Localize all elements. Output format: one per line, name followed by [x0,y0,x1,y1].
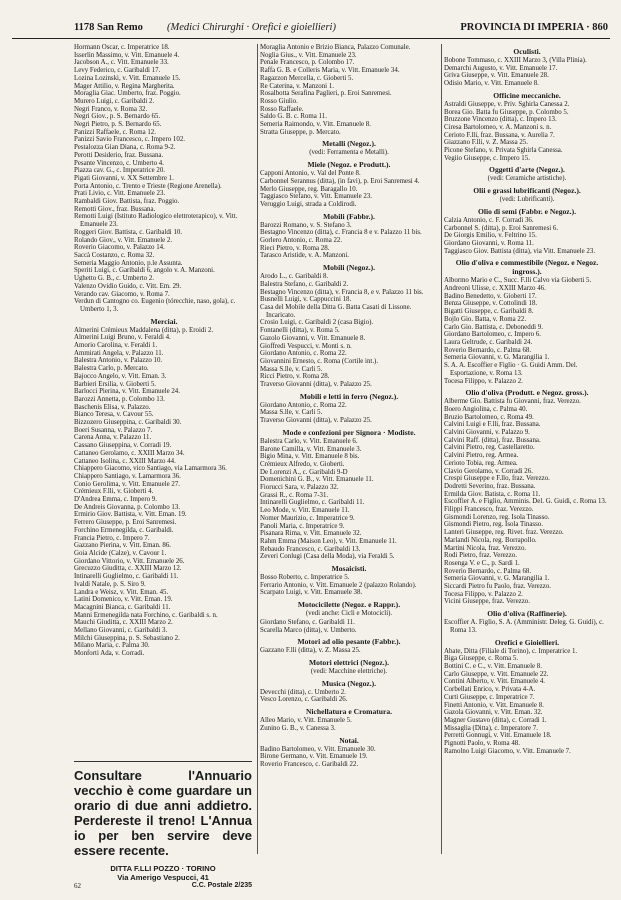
list-item: Missaglia (Ditta), c. Imperatore 7. [444,724,538,732]
list-item: Balestra Stefano, c. Garibaldi 2. [260,280,349,288]
list-item: Casa del Mobile della Ditta G. Batta Casati di Lissone. Incaricato. [260,303,412,319]
list-item: Lanteri Giuseppe, reg. Rivet. fraz. Verezzo. [444,529,564,537]
list-item: Balestra Carlo, p. Mercato. [74,365,149,373]
list-item: Bigio Mina, v. Vitt. Emanuele 8 bis. [260,453,360,461]
list-item: Saldo G. B. c. Roma 11. [260,113,327,121]
list-musica [260,689,438,704]
list-item: Arodo L., c. Garibaldi 8. [260,273,329,281]
list-item: Cassano Giuseppina, v. Corradi 19. [74,442,172,450]
list-item: Rosso Giulio. [260,97,298,105]
list-item: Capponi Antonio, v. Val del Ponte 8. [260,170,361,178]
list-doctors [74,44,254,314]
list-item: Bottini C. e C., v. Vitt. Emanuele 8. [444,663,542,670]
list-item: Piazza cav. G., c. Imperatrice 20. [74,167,165,175]
list-item: De Giorgis Emilio, v. Feltrino 15. [444,232,537,240]
heading-mobili-negoz: Mobili (Negoz.). [322,263,376,273]
list-item: Goia Alcide (Calze), v. Cavour 1. [74,550,167,557]
list-item: Carbonnel Serannus (ditta), (in favi), p. Eroi Sanremesi 4. [260,177,420,185]
list-item: Zeveri Conlugi (Casa della Moda), via Feraldi 5. [260,553,395,561]
list-item: Semeria Giovanni, v. G. Marangilia 1. [444,354,550,362]
list-item: Negri Giov., p. S. Bernardo 65. [74,113,161,121]
list-item: Milano Maria, c. Palma 30. [74,642,150,650]
list-item: Forchino Ermenegilda, c. Garibaldi. [74,526,174,534]
list-item: Busnelli Luigi, v. Cappuccini 18. [260,296,352,304]
list-item: Moraglia Antonio e Brizio Bianca, Palazzo Comunale. [260,44,411,51]
list-item: Calvini Pietro, reg. Armea. [444,452,519,460]
list-item: Re Caterina, v. Manzoni 1. [260,82,334,90]
list-item: Rosso Raffaele. [260,105,304,113]
list-item: Tocesa Filippo, v. Palazzo 2. [444,590,523,598]
list-item: Jacobson A., c. Vitt. Emanuele 33. [74,59,169,67]
column-1 [74,44,254,658]
list-item: Verdun di Cantogno co. Eugenio (tórecchie, naso, gola), c. Umberto 1, 3. [74,298,236,313]
list-item: Bestagno Vincenzo (ditta), v. Francia 8, e v. Palazzo 11 bis. [260,288,424,296]
list-item: Crémieux Alfredo, v. Gioberti. [260,460,345,468]
list-item: Gorlero Antonio, c. Roma 22. [260,237,343,245]
list-item: Astraldi Giuseppe, v. Priv. Sghirla Canessa 2. [444,100,570,108]
list-officine [444,101,610,163]
advert-address: Via Amerigo Vespucci, 41 [117,873,209,882]
list-item: Balestra Carlo, v. Vitt. Emanuele 6. [260,437,358,445]
list-item: Almerini Luigi Bruno, v. Feraldi 4. [74,334,171,342]
list-item: S. A. A. Escoffier e Figlio · G. Guidi Amm. Del. Esportazione, v. Roma 13. [444,362,578,377]
list-item: Bigatti Giuseppe, c. Garibaldi 8. [444,308,534,316]
list-item: Valenzo Ovidio Guido, c. Vitt. Em. 29. [74,282,182,290]
list-item: Hormann Oscar, c. Imperatrice 18. [74,44,170,51]
list-item: Rieci Pietro, v. Roma 28. [260,244,330,252]
list-item: Ragazzon Mercella, c. Gioberti 5. [260,74,354,82]
list-item: Veruggio Luigi, strada a Coldirodi. [260,200,357,208]
heading-officine: Officine meccaniche. [493,90,561,100]
list-item: Ciresa Bartolomeo, v. A. Manzoni s. n. [444,123,552,131]
list-item: Calvini Raff. (ditta), fraz. Bussana. [444,436,541,444]
list-item: Gismondi Lorenzo, reg. Isola Tinasso. [444,513,550,521]
list-item: Vegiio Giuseppe, c. Impero 15. [444,154,530,162]
page-number: 1178 [74,22,95,33]
list-item: De Lorenzi A., c. Garibaldi 9-D [260,468,348,476]
list-item: Rosalbotta Serafina Paglieri, p. Eroi Sanremesi. [260,90,392,98]
list-item: Cattaneo Gerolamo, c. XXIII Marzo 34. [74,449,185,457]
list-item: Rahm Emma (Maison Leo), v. Vitt. Emanuele 11. [260,537,397,545]
list-item: Roggeri Giov. Battista, c. Garibaldi 10. [74,228,183,236]
list-item: Ivaldi Natale, p. S. Siro 9. [74,580,146,588]
column-divider [441,44,442,854]
list-item: Bianco Teresa, v. Cavour 55. [74,411,154,419]
list-item: Barlocci Pierina, v. Vitt. Emanuele 24. [74,388,180,396]
list-item: Benza Giuseppe, v. Cottolindi 18. [444,300,538,308]
directory-page [12,20,610,892]
list-item: Giordano Antonio, c. Roma 22. [260,350,347,358]
list-item: Devecchi (ditta), c. Umberto 2. [260,688,346,696]
city-name: San Remo [97,22,143,33]
list-item: Speriti Luigi, c. Garibaldi 6, angolo v. A. Manzoni. [74,267,215,275]
list-item: Alleo Mario, v. Vitt. Emanuele 5. [260,717,352,725]
list-item: Curti Giuseppe, c. Imperatrice 7. [444,693,535,701]
list-item: Calzia Antonio, c. F. Corradi 36. [444,216,534,224]
list-item: Panoli Maria, c. Imperatrice 9. [260,522,345,530]
list-item: Isserlin Massimo, v. Vitt. Emanuele 4. [74,51,180,59]
list-item: Boero Angiolina, c. Palma 40. [444,405,528,413]
list-item: Mauchi Giuditta, c. XXIII Marzo 2. [74,619,173,627]
heading-olii-grassi: Olii e grassi lubrificanti (Negoz.). [473,186,581,196]
list-item: Massa S.lle, v. Carli 5. [260,409,323,417]
list-item: Levy Federico, c. Garibaldi 17. [74,67,161,75]
list-mosaicisti [260,574,438,597]
list-item: Abate, Ditta (Filiale di Torino), c. Imperatrice 1. [444,647,578,655]
list-item: Gioffredi Vespucci, v. Monti s. n. [260,342,352,350]
list-item: Gazola Giovanni, v. Vitt. Eman. 32. [444,709,543,717]
list-item: Negri Franco, v. Roma 32. [74,105,148,113]
list-item: Escoffier A. Figlio, S. A. (Amministr. Deleg. G. Guidi), c. Roma 13. [444,619,604,634]
note-motori-elettrici: (vedi: Macchine elettriche). [310,668,388,675]
heading-orefici: Orefici e Gioiellieri. [494,637,560,647]
list-item: Rebaudo Francesco, c. Garibaldi 13. [260,545,361,553]
list-item: Laura Geltrude, c. Garibaldi 24. [444,338,533,346]
heading-oggetti-arte: Oggetti d'arte (Negoz.). [489,165,565,175]
list-item: Nomer Maurizio, c. Imperatrice 9. [260,514,355,522]
list-item: Carbonnel S. (ditta), p. Eroi Sanremesi 6. [444,224,559,232]
list-item: Crosio Luigi, c. Garibaldi 2 (casa Bigio). [260,319,374,327]
list-item: Escoffier A. e Figlio, Amminis. Del. G. Guidi, c. Roma 13. [444,498,607,506]
page-code: · 860 [586,22,608,33]
heading-merciai: Merciai. [150,316,178,326]
list-item: Albormo Mario e C., Succ. F.lli Calvo via Gioberti 5. [444,277,592,285]
list-item: Macagnini Bianca, c. Garibaldi 11. [74,603,171,611]
list-item: Moraglia Giac. Umberto, fraz. Poggio. [74,90,181,98]
list-item: Merlo Giuseppe, reg. Baragallo 10. [260,185,358,193]
heading-notai: Notai. [339,735,359,745]
list-nichellatura [260,717,438,732]
list-item: Barone Camilla, v. Vitt. Emanuele 3. [260,445,362,453]
list-item: Dodretti Severino, fraz. Bussana. [444,482,536,490]
list-item: Traverso Giovanni (ditta), v. Palazzo 25. [260,417,372,425]
list-item: Monforti Ada, v. Corradi. [74,650,145,658]
list-item: D'Andrea Emma, c. Impero 9. [74,496,157,504]
list-miele [260,170,438,209]
list-item: Tarasco Aristide, v. A. Manzoni. [260,252,350,260]
list-item: Mellano Giovanni, c. Garibaldi 3. [74,627,168,635]
header-left [74,22,143,33]
list-item: Scarella Marco (ditta), v. Umberto. [260,626,357,634]
list-item: Remotti Luigi (Istituto Radiologico elettroterapico), v. Vitt. Emanuele 23. [74,213,238,229]
list-item: Intinarelli Guglielmo, c. Garibaldi 11. [74,573,179,581]
list-item: Traverso Giovanni (ditta), v. Palazzo 25. [260,381,372,389]
list-item: Roverio Bernardo, c. Palma 68. [444,567,532,575]
list-item: Biga Giuseppe, c. Roma 5. [444,655,519,663]
heading-mosaicisti: Mosaicisti. [331,564,367,574]
advert-page-ref: 62 [74,882,81,890]
list-item: Cattaneo Isolina, c. XXIII Marzo 44. [74,457,176,465]
list-item: Badino Benedetto, v. Gioberti 17. [444,292,537,300]
list-item: Penale Francesco, p. Colombo 17. [260,59,355,67]
list-item: Panizzi Raffaele, c. Roma 12. [74,128,156,136]
list-item: Raffa G. B. e Colleris Maria, v. Vitt. Emanuele 34. [260,67,400,75]
list-item: Contini Alberto, v. Vitt. Emanuele 4. [444,678,546,686]
list-item: Chiappero Giacomo, vico Santiago, via Lamarmora 36. [74,465,227,473]
note-metalli: (vedi: Ferramenta e Metalli). [309,149,389,157]
advert-text: Consultare l'Annuario vecchio è come guardare un orario di due anni addietro. Perdereste il treno! L'Annua io per ben servire deve essere recente. [74,768,252,858]
list-item: Remotti Giov., fraz. Bussana. [74,205,156,213]
list-item: Gazzano F.lli (ditta), v. Z. Massa 25. [260,647,361,655]
list-item: Bajocco Angelo, v. Vitt. Eman. 3. [74,372,167,380]
list-item: Ferrero Giuseppe, p. Eroi Sanremesi. [74,519,177,527]
list-mercerie-cont [260,44,438,136]
list-item: Bosso Roberto, c. Imperatrice 5. [260,574,350,582]
list-motocicli [260,619,438,634]
list-item: Francia Pietro, c. Impero 7. [74,534,150,542]
list-merciai [74,327,254,658]
list-notai [260,746,438,769]
list-item: Alberme Gio. Battista fu Giovanni, fraz. Verezzo. [444,398,581,406]
column-divider [257,44,258,854]
list-letti-ferro [260,402,438,425]
list-item: Rodi Pietro, fraz. Verezzo. [444,552,517,560]
advert-postal-account: C.C. Postale 2/235 [191,882,252,889]
list-item: Odisio Mario, v. Vitt. Emanuele 8. [444,80,539,88]
list-item: Roverio Francesco, c. Garibaldi 22. [260,760,359,768]
list-item: Rosenga V. e C., p. Sardi 1. [444,559,520,567]
page-header [12,20,610,39]
list-item: Milchi Giuseppina, p. S. Sebastiano 2. [74,634,180,642]
list-mobili-fabbr [260,222,438,261]
list-item: Ferrario Antonio, v. Vitt. Emanuele 2 (palazzo Rolando). [260,581,417,589]
list-mode [260,438,438,561]
heading-raffinerie: Olio d'oliva (Raffinerie). [487,609,567,619]
list-item: Rambaldi Giov. Battista, fraz. Poggio. [74,198,180,206]
list-item: Baschenis Elisa, v. Palazzo. [74,403,151,411]
heading-motocicli: Motocicilette (Negoz. e Rappr.). [297,600,401,610]
list-item: Filippi Francesco, fraz. Verezzo. [444,506,534,514]
list-motori-olio [260,647,438,655]
list-item: Manni Ermenegilda nata Forchino, c. Garibaldi s. n. [74,611,218,619]
list-item: Semeria Giovanni, v. G. Marangilia 1. [444,575,550,583]
list-item: Stratta Giuseppe, p. Mercato. [260,128,341,136]
list-item: Martini Nicola, fraz. Verezzo. [444,544,527,552]
column-3 [444,44,610,755]
list-item: Fiorucci Sara, v. Palazzo 32. [260,484,339,492]
column-2 [260,44,438,769]
list-item: Crespi Giuseppe e F.llo, fraz. Verezzo. [444,475,550,483]
list-item: Calvini Pietro, reg. Castellaretto. [444,444,535,452]
list-item: Roverio Bernardo, c. Palma 68. [444,346,532,354]
heading-olio-oliva: Olio d'oliva e commestibile (Negoz. e Negoz. ingross.). [455,258,599,277]
list-item: Taggiasco Stefano, v. Vitt. Emanuele 23. [260,193,373,201]
heading-musica: Musica (Negoz.). [321,678,377,688]
list-item: Ammirati Angela, v. Palazzo 11. [74,349,164,357]
heading-oculisti: Oculisti. [513,47,541,56]
list-item: Barozzi Annetta, p. Colombo 13. [74,395,165,403]
list-item: Pestalozza Gian Diana, c. Roma 9-2. [74,144,176,152]
list-item: Amorio Carolina, v. Feraldi 1. [74,342,158,350]
list-item: Barozzi Romano, v. S. Stefano 3. [260,221,352,229]
list-item: Tocesa Filippo, v. Palazzo 2. [444,377,523,385]
list-item: Ermilda Giov. Batista, c. Roma 11. [444,490,541,498]
list-item: Badino Bartolomeo, v. Vitt. Emanuele 30. [260,745,376,753]
list-item: Pignotti Paolo, v. Roma 48. [444,740,520,748]
heading-mobili-fabbr: Mobili (Fabbr.). [323,211,375,221]
list-item: Giordano Antonio, c. Roma 22. [260,401,347,409]
list-item: Cerioto F.lli, fraz. Bussana, v. Aurelia 7. [444,131,555,139]
list-item: Zunino G. B., v. Canessa 3. [260,724,336,732]
list-item: Crémieux F.lli, v. Gioberti 4. [74,488,154,496]
heading-miele: Miele (Negoz. e Produtt.). [307,160,391,170]
note-olii-grassi: (vedi: Lubrificanti). [499,196,555,204]
list-olio-semi [444,217,610,256]
list-item: Latini Domenico, v. Vitt. Eman. 19. [74,596,173,604]
list-item: Bruzio Bartolomeo, c. Roma 49. [444,413,534,421]
list-item: Semeria Raimondo, v. Vitt. Emanuele 8. [260,121,371,129]
heading-mode: Mode e confezioni per Signora · Modiste. [282,427,416,437]
list-item: Porta Antonio, c. Trento e Trieste (Regione Arenella). [74,182,222,190]
list-item: Vicini Giuseppe, fraz. Verezzo. [444,598,530,606]
list-item: Perretti Gonnugi, v. Vitt. Emanuele 18. [444,732,552,740]
list-item: Carena Anna, v. Palazzo 11. [74,434,152,442]
list-item: Verando cav. Giacomo, v. Roma 7. [74,290,170,298]
list-item: Ermirio Giov. Battista, v. Vitt. Eman. 19. [74,511,187,519]
list-item: Giovannini Ernesto, c. Roma (Cortile int.). [260,357,379,365]
list-item: Finetti Antonio, v. Vitt. Emanuele 8. [444,701,544,709]
list-item: Giordano Bartolomeo, c. Impero 6. [444,331,542,339]
list-item: Domenichini G. B., v. Vitt. Emanuele 11. [260,476,374,484]
heading-olio-oliva-produtt: Olio d'oliva (Produtt. e Negoz. gross.). [465,388,589,398]
list-item: Magner Gustavo (ditta), c. Corradi 1. [444,716,547,724]
list-item: Intinarelli Guglielmo, c. Garibaldi 11. [260,499,365,507]
list-item: Corbellati Enrico, v. Privata 4-A. [444,686,536,694]
list-item: Leo Mode, v. Vitt. Emanuele 11. [260,507,350,515]
list-item: Calvini Giovanni, v. Palazzo 9. [444,429,530,437]
list-raffinerie [444,619,610,634]
list-item: Rolando Giov., v. Vitt. Emanuele 2. [74,236,173,244]
province-name: PROVINCIA DI IMPERIA [460,22,584,33]
list-item: Pesante Vincenzo, c. Umberto 4. [74,159,164,167]
list-item: Landra e Weisz, v. Vitt. Eman. 45. [74,588,169,596]
list-item: Panizzi Savio Francesco, c. Impero 102. [74,136,185,144]
list-item: Barbieri Ersilia, v. Gioberti 5. [74,380,157,388]
list-item: Ughetto G. B., c. Umberto 2. [74,275,154,283]
list-item: Roverio Giacomo, v. Palazzo 14. [74,244,165,252]
note-oggetti-arte: (vedi: Ceramiche artistiche). [487,175,567,183]
list-item: Birone Germano, v. Vitt. Emanuele 19. [260,753,368,761]
heading-olio-semi: Olio di semi (Fabbr. e Negoz.). [477,206,576,216]
list-item: Calvini Luigi e F.lli, fraz. Bussana. [444,421,541,429]
list-item: Clavio Gerolamo, v. Corradi 26. [444,467,533,475]
list-item: Pisanara Rima, v. Vitt. Emanuele 32. [260,530,362,538]
list-item: Bruzzone Vincenzo (ditta), c. Impero 13. [444,116,557,124]
list-item: Murero Luigi, c. Garibaldi 2. [74,97,155,105]
list-item: Massa S.lle, v. Carli 5. [260,365,323,373]
list-item: Griva Giuseppe, v. Vitt. Emanuele 28. [444,72,549,80]
list-item: Demarchi Augusto, v. Vitt. Emanuele 17. [444,64,558,72]
list-item: Boeri Susanna, v. Palazzo 7. [74,426,153,434]
list-item: Cerioto Tobia, reg. Armea. [444,459,518,467]
list-item: Noglia Gius., v. Vitt. Emanuele 23. [260,51,357,59]
list-item: Conio Gerolima, v. Vitt. Emanuele 27. [74,480,180,488]
list-item: Giazzano F.lli, v. Z. Massa 25. [444,139,528,147]
list-olio-oliva-produtt [444,398,610,606]
list-item: Saccà Costanzo, c. Roma 32. [74,251,155,259]
list-item: Bestagno Vincenzo (ditta), c. Francia 8 e v. Palazzo 11 bis. [260,229,422,237]
advert-firm: DITTA F.LLI POZZO · TORINO [110,864,216,873]
list-item: Balestra Antonio, v. Palazzo 10. [74,357,163,365]
list-item: Mager Attilio, v. Regina Margherita. [74,82,175,90]
list-item: Scarpato Luigi, v. Vitt. Emanuele 38. [260,589,363,597]
header-right [460,22,608,33]
list-item: Giordano Stefano, c. Garibaldi 11. [260,618,355,626]
list-item: Ricci Pietro, v. Roma 28. [260,373,330,381]
list-item: Bobone Tommaso, c. XXIII Marzo 3, (Villa Plinia). [444,57,587,64]
note-motocicli: (vedi anche: Cicli e Motocicli). [305,610,393,618]
heading-motori-elettrici: Motori elettrici (Negoz.). [308,658,390,667]
list-item: Borea Gio. Batta fu Giuseppe, p. Colombo 5. [444,108,569,116]
list-item: Lozina Lozinski, v. Vitt. Emanuele 15. [74,74,181,82]
list-item: Gazolo Giovanni, v. Vitt. Emanuele 8. [260,334,366,342]
list-item: Marlandi Nicola, reg. Borrapollo. [444,536,537,544]
list-item: De Andreis Giovanna, p. Colombo 13. [74,503,181,511]
list-item: Andreoni Ulisse, c. XXIII Marzo 46. [444,285,546,293]
list-item: Fontanelli (ditta), v. Roma 5. [260,327,340,335]
list-item: Carlo Gio. Battista, c. Deboneddi 9. [444,323,543,331]
list-item: Taggiasco Giov. Battista (ditta), via Vitt. Emanuele 23. [444,247,596,255]
heading-motori-olio: Motori ad olio pesante (Fabbr.). [297,637,401,647]
list-mobili-negoz [260,273,438,389]
list-item: Gismondi Pietro, reg. Isola Tinasso. [444,521,543,529]
heading-nichellatura: Nichellatura e Cromatura. [305,707,393,717]
list-item: Negri Pietro, p. S. Bernardo 65. [74,121,162,129]
list-item: Bojlo Gio. Batta, v. Roma 22. [444,315,527,323]
list-item: Ramolno Luigi Giacomo, v. Vitt. Emanuele 7. [444,747,571,755]
advert-footer [74,882,252,891]
list-olio-oliva [444,277,610,385]
list-item: Chiappero Santiago, v. Lamarmora 36. [74,472,181,480]
list-item: Bizzozero Giuseppina, c. Garibaldi 30. [74,419,182,427]
list-item: Giordano Giovanni, v. Roma 11. [444,239,534,247]
list-oculisti [444,57,610,88]
heading-metalli: Metalli (Negoz.). [322,139,376,149]
list-item: Giordano Vittorio, v. Vitt. Emanuele 26. [74,557,185,565]
list-item: Gazzano Pierina, v. Vitt. Eman. 86. [74,542,171,550]
list-item: Pigati Giovanni, v. XX Settembre 1. [74,174,174,182]
header-section: (Medici Chirurghi · Orefici e gioiellieri) [167,22,336,33]
heading-letti-ferro: Mobili e letti in ferro (Negoz.). [299,391,399,401]
list-item: Grecuzzo Giuditta, c. XXIII Marzo 12. [74,565,182,573]
list-item: Perotti Desiderio, fraz. Bussana. [74,151,164,159]
list-item: Grassi R., c. Roma 7-31. [260,491,329,499]
list-item: Vesco Lorenzo, c. Garibaldi 26. [260,696,348,704]
advertisement-box [74,761,252,891]
list-item: Prati Livio, c. Vitt. Emanuele 23. [74,190,166,198]
list-item: Picone Stefano, v. Privata Sghirla Canessa. [444,147,563,155]
list-item: Semeria Maggio Antonio, p.le Assunta. [74,259,183,267]
list-item: Carlo Giuseppe, v. Vitt. Emanuele 22. [444,670,549,678]
list-item: Almerini Crémieux Maddalena (ditta), p. Eroidi 2. [74,326,214,334]
list-orefici [444,648,610,756]
list-item: Siccardi Pietro fu Paolo, fraz. Verezzo. [444,583,552,591]
